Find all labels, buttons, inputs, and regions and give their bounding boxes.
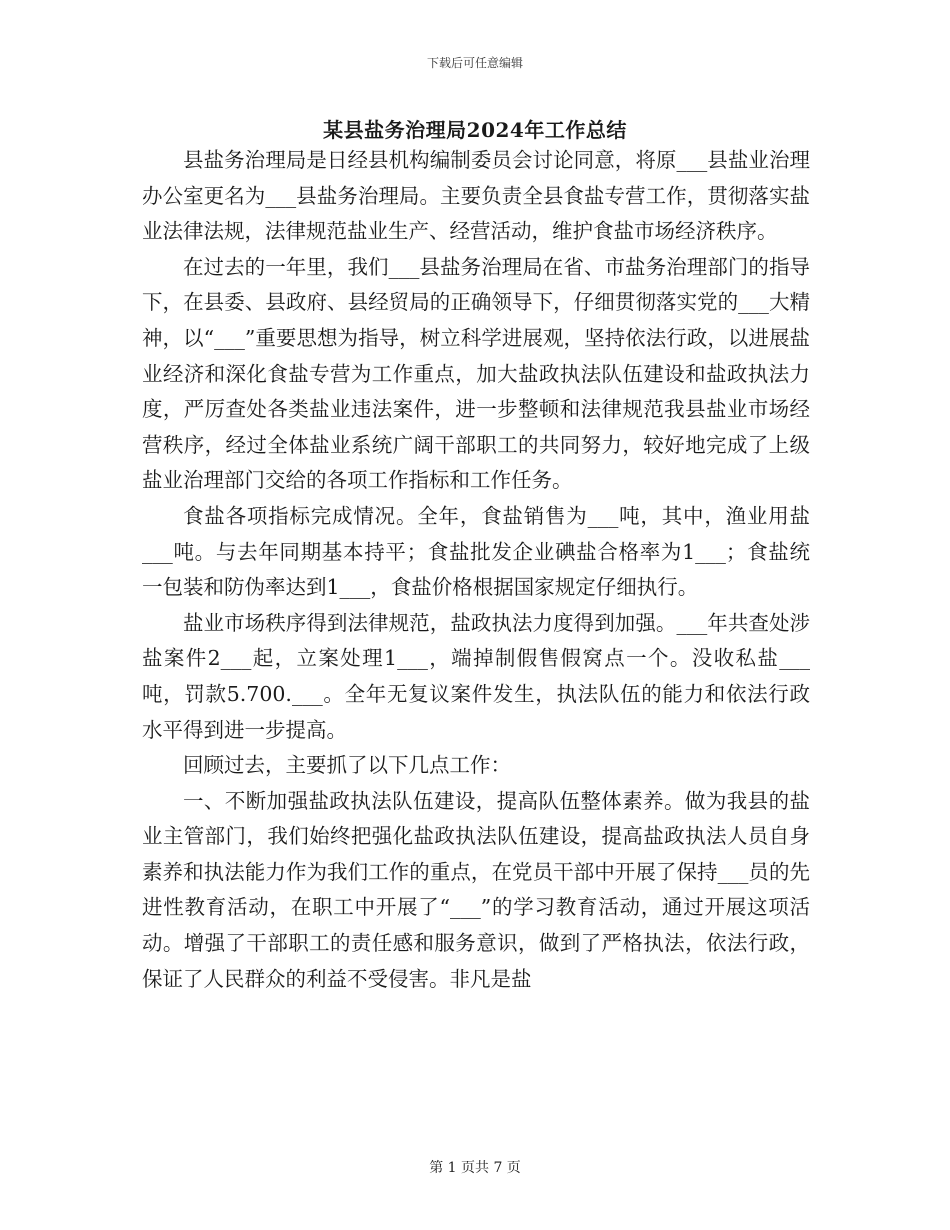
paragraph: 县盐务治理局是日经县机构编制委员会讨论同意，将原___县盐业治理办公室更名为___县盐务治理局。主要负责全县食盐专营工作，贯彻落实盐业法律法规，法律规范盐业生产、经营活动，维护食盐市场经济秩序。	[142, 148, 810, 244]
document-body	[142, 143, 810, 997]
paragraph: 食盐各项指标完成情况。全年，食盐销售为___吨，其中，渔业用盐___吨。与去年同期基本持平；食盐批发企业碘盐合格率为1___；食盐统一包装和防伪率达到1___，食盐价格根据国家规定仔细执行。	[142, 503, 810, 600]
header-note: 下载后可任意编辑	[426, 56, 523, 70]
paragraph: 回顾过去，主要抓了以下几点工作：	[183, 753, 511, 778]
paragraph: 在过去的一年里，我们___县盐务治理局在省、市盐务治理部门的指导下，在县委、县政府、县经贸局的正确领导下，仔细贯彻落实党的___大精神，以“___”重要思想为指导，树立科学进展观，坚持依法行政，以进展盐业经济和深化食盐专营为工作重点，加大盐政执法队伍建设和盐政执法力度，严厉查处各类盐业违法案件，进一步整顿和法律规范我县盐业市场经营秩序，经过全体盐业系统广阔干部职工的共同努力，较好地完成了上级盐业治理部门交给的各项工作指标和工作任务。	[142, 254, 810, 493]
document-title: 某县盐务治理局2024年工作总结	[323, 118, 627, 142]
paragraph: 一、不断加强盐政执法队伍建设，提高队伍整体素养。做为我县的盐业主管部门，我们始终把强化盐政执法队伍建设，提高盐政执法人员自身素养和执法能力作为我们工作的重点，在党员干部中开展了保持___员的先进性教育活动，在职工中开展了“___”的学习教育活动，通过开展这项活动。增强了干部职工的责任感和服务意识，做到了严格执法，依法行政，保证了人民群众的利益不受侵害。非凡是盐	[142, 788, 810, 991]
paragraph: 盐业市场秩序得到法律规范，盐政执法力度得到加强。___年共查处涉盐案件2___起，立案处理1___，端掉制假售假窝点一个。没收私盐___吨，罚款5.700.___。全年无复议案件发生，执法队伍的能力和依法行政水平得到进一步提高。	[142, 610, 810, 742]
page-number-footer: 第 1 页共 7 页	[429, 1160, 521, 1176]
